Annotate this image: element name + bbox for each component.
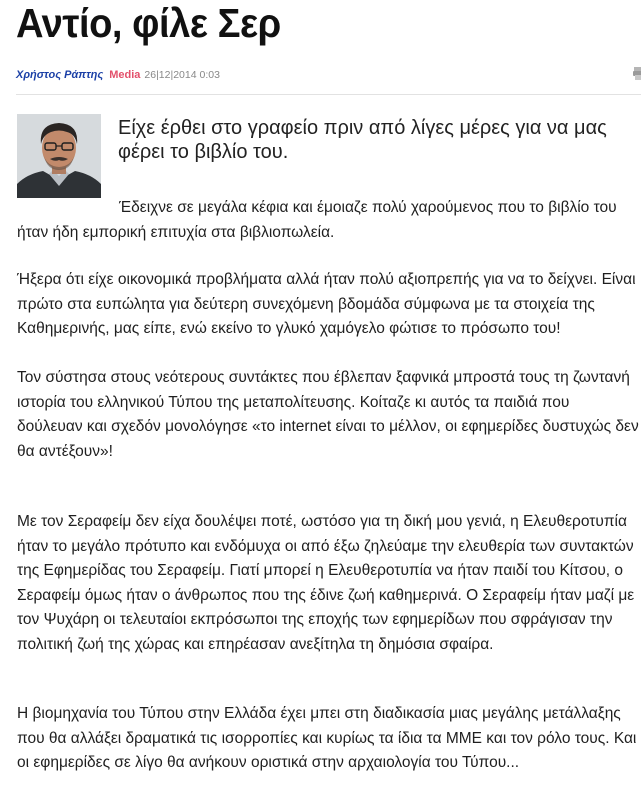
body-paragraph: Έδειχνε σε μεγάλα κέφια και έμοιαζε πολύ χαρούμενος που το βιβλίο του ήταν ήδη εμπορική επιτυχία στα βιβλιοπωλεία. — [17, 199, 617, 241]
article-title: Αντίο, φίλε Σερ — [16, 0, 281, 46]
print-icon[interactable] — [633, 66, 641, 80]
article-meta — [16, 68, 220, 82]
category-link[interactable]: Media — [109, 69, 141, 81]
body-paragraph: Ήξερα ότι είχε οικονομικά προβλήματα αλλά ήταν πολύ αξιοπρεπής για να το δείχνει. Είναι πρώτο στα ευπώλητα για δεύτερη συνεχόμενη βδομάδα σύμφωνα με τα στοιχεία της Καθημερινής, μας είπε, ενώ εκείνο το γλυκό χαμόγελο φώτισε το πρόσωπο του! — [17, 271, 636, 337]
body-paragraph: Η βιομηχανία του Τύπου στην Ελλάδα έχει μπει στη διαδικασία μιας μεγάλης μετάλλαξης που θα αλλάξει δραματικά τις ισορροπίες και κυρίως τα ίδια τα ΜΜΕ και τον ρόλο τους. Και οι εφημερίδες σε λίγο θα ανήκουν οριστικά στην αρχαιολογία του Τύπου... — [17, 705, 637, 771]
meta-divider — [16, 94, 641, 95]
author-photo — [17, 114, 101, 198]
publish-date: 26|12|2014 0:03 — [144, 69, 220, 81]
body-paragraph: Με τον Σεραφείμ δεν είχα δουλέψει ποτέ, ωστόσο για τη δική μου γενιά, η Ελευθεροτυπία ήταν το μεγάλο πρότυπο και ενδόμυχα οι από έξω ζηλεύαμε την ελευθερία των συντακτών της Εφημερίδας του Σεραφείμ. Γιατί μπορεί η Ελευθεροτυπία να ήταν παιδί του Κίτσου, ο Σεραφείμ όμως ήταν ο άνθρωπος που της έδινε ζωή καθημερινά. Ο Σεραφείμ ήταν μαζί με τον Ψυχάρη οι τελευταίοι εκπρόσωποι της εποχής των εφημερίδων που σφράγισαν την πολιτική ζωή της χώρας και επηρέασαν ανεξίτηλα τη δημόσια σφαίρα. — [17, 513, 635, 653]
article-lead: Είχε έρθει στο γραφείο πριν από λίγες μέρες για να μας φέρει το βιβλίο του. — [118, 117, 607, 163]
body-paragraph: Τον σύστησα στους νεότερους συντάκτες που έβλεπαν ξαφνικά μπροστά τους τη ζωντανή ιστορία του ελληνικού Τύπου της μεταπολίτευσης. Κοίταζε κι αυτός τα παιδιά που δούλευαν και σχεδόν μονολόγησε «το internet είναι το μέλλον, οι εφημερίδες δυστυχώς δεν θα αντέξουν»! — [17, 369, 639, 460]
author-link[interactable]: Χρήστος Ράπτης — [16, 69, 104, 81]
author-portrait-icon — [17, 114, 101, 198]
